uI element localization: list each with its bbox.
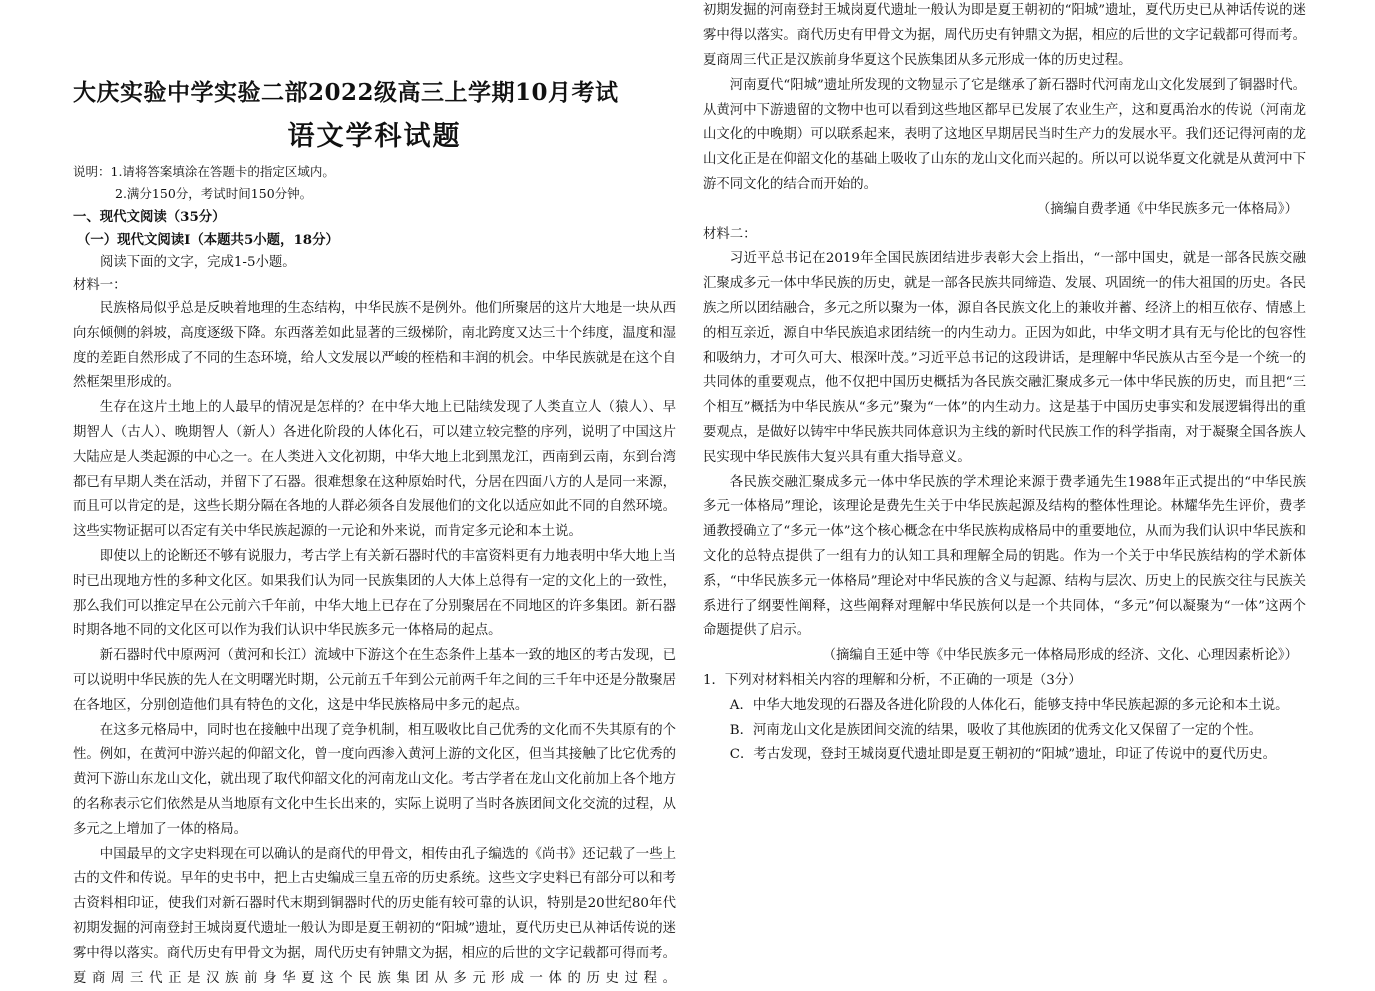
sub-section-heading: （一）现代文阅读Ⅰ（本题共5小题，18分） [77,232,339,248]
material-1-text-left [73,297,676,986]
paragraph: 生存在这片土地上的人最早的情况是怎样的？在中华大地上已陆续发现了人类直立人（猿人）、早期智人（古人）、晚期智人（新人）各进化阶段的人体化石，可以建立较完整的序列，说明了中国这片大陆应是人类起源的中心之一。在人类进入文化初期，中华大地上北到黑龙江，西南到云南，东到台湾都已有早期人类在活动，并留下了石器。很难想象在这种原始时代，分居在四面八方的人是同一来源，而且可以肯定的是，这些长期分隔在各地的人群必须各自发展他们的文化以适应如此不同的自然环境。这些实物证据可以否定有关中华民族起源的一元论和外来说，而肯定多元论和本土说。 [73,400,676,540]
paragraph-continued: 中国最早的文字史料现在可以确认的是商代的甲骨文，相传由孔子编选的《尚书》还记载了一些上古的文件和传说。早年的史书中，把上古史编成三皇五帝的历史系统。这些文字史料已有部分可以和考古资料相印证，使我们对新石器时代末期到铜器时代的历史能有较可靠的认识，特别是20世纪80年代初期发掘的河南登封王城岗夏代遗址一般认为即是夏王朝初的“阳城”遗址，夏代历史已从神话传说的迷雾中得以落实。商代历史有甲骨文为据，周代历史有钟鼎文为据，相应的后世的文字记载都可得而考。夏商周三代正是汉族前身华夏这个民族集团从多元形成一体的历史过程。 [73,846,676,986]
section-heading: 一、现代文阅读（35分） [73,209,226,225]
paragraph: 新石器时代中原两河（黄河和长江）流域中下游这个在生态条件上基本一致的地区的考古发现，已可以说明中华民族的先人在文明曙光时期，公元前五千年到公元前两千年之间的三千年中还是分散聚居在各地区，分别创造他们具有特色的文化，这是中华民族格局中多元的起点。 [73,648,676,713]
instructions-line-1: 说明：1.请将答案填涂在答题卡的指定区域内。 [73,164,335,179]
question-1-option-c: C．考古发现，登封王城岗夏代遗址即是夏王朝初的“阳城”遗址，印证了传说中的夏代历史。 [729,747,1276,763]
paragraph: 民族格局似乎总是反映着地理的生态结构，中华民族不是例外。他们所聚居的这片大地是一块从西向东倾侧的斜坡，高度逐级下降。东西落差如此显著的三级梯阶，南北跨度又达三十个纬度，温度和湿度的差距自然形成了不同的生态环境，给人文发展以严峻的桎梏和丰润的机会。中华民族就是在这个自然框架里形成的。 [73,301,676,391]
paragraph: 在这多元格局中，同时也在接触中出现了竞争机制，相互吸收比自己优秀的文化而不失其原有的个性。例如，在黄河中游兴起的仰韶文化，曾一度向西渗入黄河上游的文化区，但当其接触了比它优秀的黄河下游山东龙山文化，就出现了取代仰韶文化的河南龙山文化。考古学者在龙山文化前加上各个地方的名称表示它们依然是从当地原有文化中生长出来的，实际上说明了当时各族团间文化交流的过程，从多元之上增加了一体的格局。 [73,722,676,837]
right-column-text [703,0,1306,970]
material-1-source: （摘编自费孝通《中华民族多元一体格局》） [1036,201,1298,217]
paragraph: 各民族交融汇聚成多元一体中华民族的学术理论来源于费孝通先生1988年正式提出的“中华民族多元一体格局”理论，该理论是费先生关于中华民族起源及结构的整体性理论。林耀华先生评价，费孝通教授确立了“多元一体”这个核心概念在中华民族构成格局中的重要地位，从而为我们认识中华民族和文化的总特点提供了一组有力的认知工具和理解全局的钥匙。作为一个关于中华民族结构的学术新体系，“中华民族多元一体格局”理论对中华民族的含义与起源、结构与层次、历史上的民族交往与民族关系进行了纲要性阐释，这些阐释对理解中华民族何以是一个共同体，“多元”何以凝聚为“一体”这两个命题提供了启示。 [703,474,1306,639]
exam-title: 大庆实验中学实验二部2022级高三上学期10月考试 [73,79,619,106]
material-2-label: 材料二： [703,226,757,242]
paragraph: 初期发掘的河南登封王城岗夏代遗址一般认为即是夏王朝初的“阳城”遗址，夏代历史已从神话传说的迷雾中得以落实。商代历史有甲骨文为据，周代历史有钟鼎文为据，相应的后世的文字记载都可得而考。夏商周三代正是汉族前身华夏这个民族集团从多元形成一体的历史过程。 [703,3,1306,68]
paragraph: 习近平总书记在2019年全国民族团结进步表彰大会上指出，“一部中国史，就是一部各民族交融汇聚成多元一体中华民族的历史，就是一部各民族共同缔造、发展、巩固统一的伟大祖国的历史。各民族之所以团结融合，多元之所以聚为一体，源自各民族文化上的兼收并蓄、经济上的相互依存、情感上的相互亲近，源自中华民族追求团结统一的内生动力。正因为如此，中华文明才具有无与伦比的包容性和吸纳力，才可久可大、根深叶茂。”习近平总书记的这段讲话，是理解中华民族从古至今是一个统一的共同体的重要观点，他不仅把中国历史概括为各民族交融汇聚成多元一体中华民族的历史，而且把“三个相互”概括为中华民族从“多元”聚为“一体”的内生动力。这是基于中国历史事实和发展逻辑得出的重要观点，是做好以铸牢中华民族共同体意识为主线的新时代民族工作的科学指南，对于凝聚全国各族人民实现中华民族伟大复兴具有重大指导意义。 [703,251,1306,465]
question-1-option-b: B．河南龙山文化是族团间交流的结果，吸收了其他族团的优秀文化又保留了一定的个性。 [729,722,1262,738]
material-1-label: 材料一： [73,278,127,293]
question-1-option-a: A．中华大地发现的石器及各进化阶段的人体化石，能够支持中华民族起源的多元论和本土说。 [729,697,1289,713]
paragraph: 河南夏代“阳城”遗址所发现的文物显示了它是继承了新石器时代河南龙山文化发展到了铜器时代。从黄河中下游遗留的文物中也可以看到这些地区都早已发展了农业生产，这和夏禹治水的传说（河南龙山文化的中晚期）可以联系起来，表明了这地区早期居民当时生产力的发展水平。我们还记得河南的龙山文化正是在仰韶文化的基础上吸收了山东的龙山文化而兴起的。所以可以说华夏文化就是从黄河中下游不同文化的结合而开始的。 [703,77,1306,192]
instructions-line-2: 2.满分150分，考试时间150分钟。 [115,186,313,201]
question-1-stem: 1．下列对材料相关内容的理解和分析，不正确的一项是（3分） [703,672,1082,688]
reading-instruction: 阅读下面的文字，完成1-5小题。 [100,255,296,270]
continuation-block [703,0,1306,768]
material-2-source: （摘编自王延中等《中华民族多元一体格局形成的经济、文化、心理因素析论》） [822,648,1298,664]
subject-title: 语文学科试题 [287,121,462,152]
paragraph: 即使以上的论断还不够有说服力，考古学上有关新石器时代的丰富资料更有力地表明中华大地上当时已出现地方性的多种文化区。如果我们认为同一民族集团的人大体上总得有一定的文化上的一致性，那么我们可以推定早在公元前六千年前，中华大地上已存在了分别聚居在不同地区的许多集团。新石器时期各地不同的文化区可以作为我们认识中华民族多元一体格局的起点。 [73,548,676,639]
